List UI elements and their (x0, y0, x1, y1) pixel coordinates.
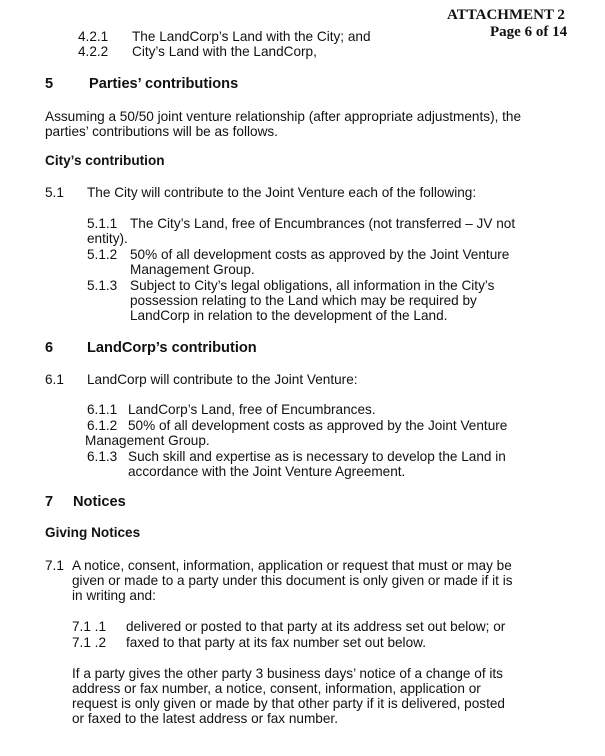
item-number: 6.1.2 (87, 418, 118, 433)
item-text: delivered or posted to that party at its address set out below; or (126, 619, 506, 634)
item-number: 6.1.3 (87, 449, 118, 464)
item-text: The City’s Land, free of Encumbrances (not transferred – JV not (130, 216, 516, 231)
item-text: possession relating to the Land which may be required by (130, 293, 477, 308)
section-title: LandCorp’s contribution (87, 340, 257, 356)
item-number: 4.2.1 (78, 29, 109, 44)
item-number: 5.1.3 (87, 278, 118, 293)
item-text: 50% of all development costs as approved by the Joint Venture (130, 247, 510, 262)
paragraph-line: or faxed to the latest address or fax number. (72, 711, 338, 726)
section-number: 7 (45, 494, 54, 510)
subheading: Giving Notices (45, 525, 141, 540)
clause-number: 6.1 (45, 372, 64, 387)
item-text: LandCorp’s Land, free of Encumbrances. (128, 402, 376, 417)
item-number: 4.2.2 (78, 44, 109, 59)
paragraph-line: If a party gives the other party 3 business days’ notice of a change of its (72, 666, 503, 681)
item-number: 7.1 .2 (72, 635, 107, 650)
section-number: 6 (45, 340, 54, 356)
item-text: Such skill and expertise as is necessary to develop the Land in (128, 449, 506, 464)
item-text: faxed to that party at its fax number set out below. (126, 635, 426, 650)
clause-number: 7.1 (45, 558, 64, 573)
item-text: LandCorp in relation to the development of the Land. (130, 308, 448, 323)
clause-number: 5.1 (45, 185, 64, 200)
item-number: 5.1.2 (87, 247, 118, 262)
item-text: accordance with the Joint Venture Agreement. (128, 464, 406, 479)
section-title: Parties’ contributions (89, 76, 239, 92)
item-text: entity). (87, 231, 128, 246)
clause-text: The City will contribute to the Joint Venture each of the following: (87, 185, 477, 200)
clause-text: given or made to a party under this document is only given or made if it is (72, 573, 513, 588)
clause-text: LandCorp will contribute to the Joint Venture: (87, 372, 358, 387)
section-number: 5 (45, 76, 54, 92)
paragraph-line: request is only given or made by that other party if it is delivered, posted (72, 696, 505, 711)
subheading: City’s contribution (45, 153, 165, 168)
item-text: Management Group. (130, 262, 255, 277)
item-number: 7.1 .1 (72, 619, 107, 634)
clause-text: A notice, consent, information, application or request that must or may be (72, 558, 512, 573)
clause-text: in writing and: (72, 588, 156, 603)
item-text: Management Group. (85, 433, 210, 448)
paragraph-line: Assuming a 50/50 joint venture relationship (after appropriate adjustments), the (45, 109, 522, 124)
item-text: Subject to City’s legal obligations, all information in the City’s (130, 278, 495, 293)
paragraph-line: parties’ contributions will be as follows. (45, 124, 278, 139)
attachment-label: ATTACHMENT 2 (447, 7, 565, 23)
item-text: The LandCorp’s Land with the City; and (132, 29, 371, 44)
item-text: 50% of all development costs as approved by the Joint Venture (128, 418, 508, 433)
page-number: Page 6 of 14 (490, 24, 568, 40)
item-number: 6.1.1 (87, 402, 118, 417)
item-number: 5.1.1 (87, 216, 118, 231)
paragraph-line: address or fax number, a notice, consent, information, application or (72, 681, 481, 696)
item-text: City’s Land with the LandCorp, (132, 44, 317, 59)
section-title: Notices (73, 494, 126, 510)
